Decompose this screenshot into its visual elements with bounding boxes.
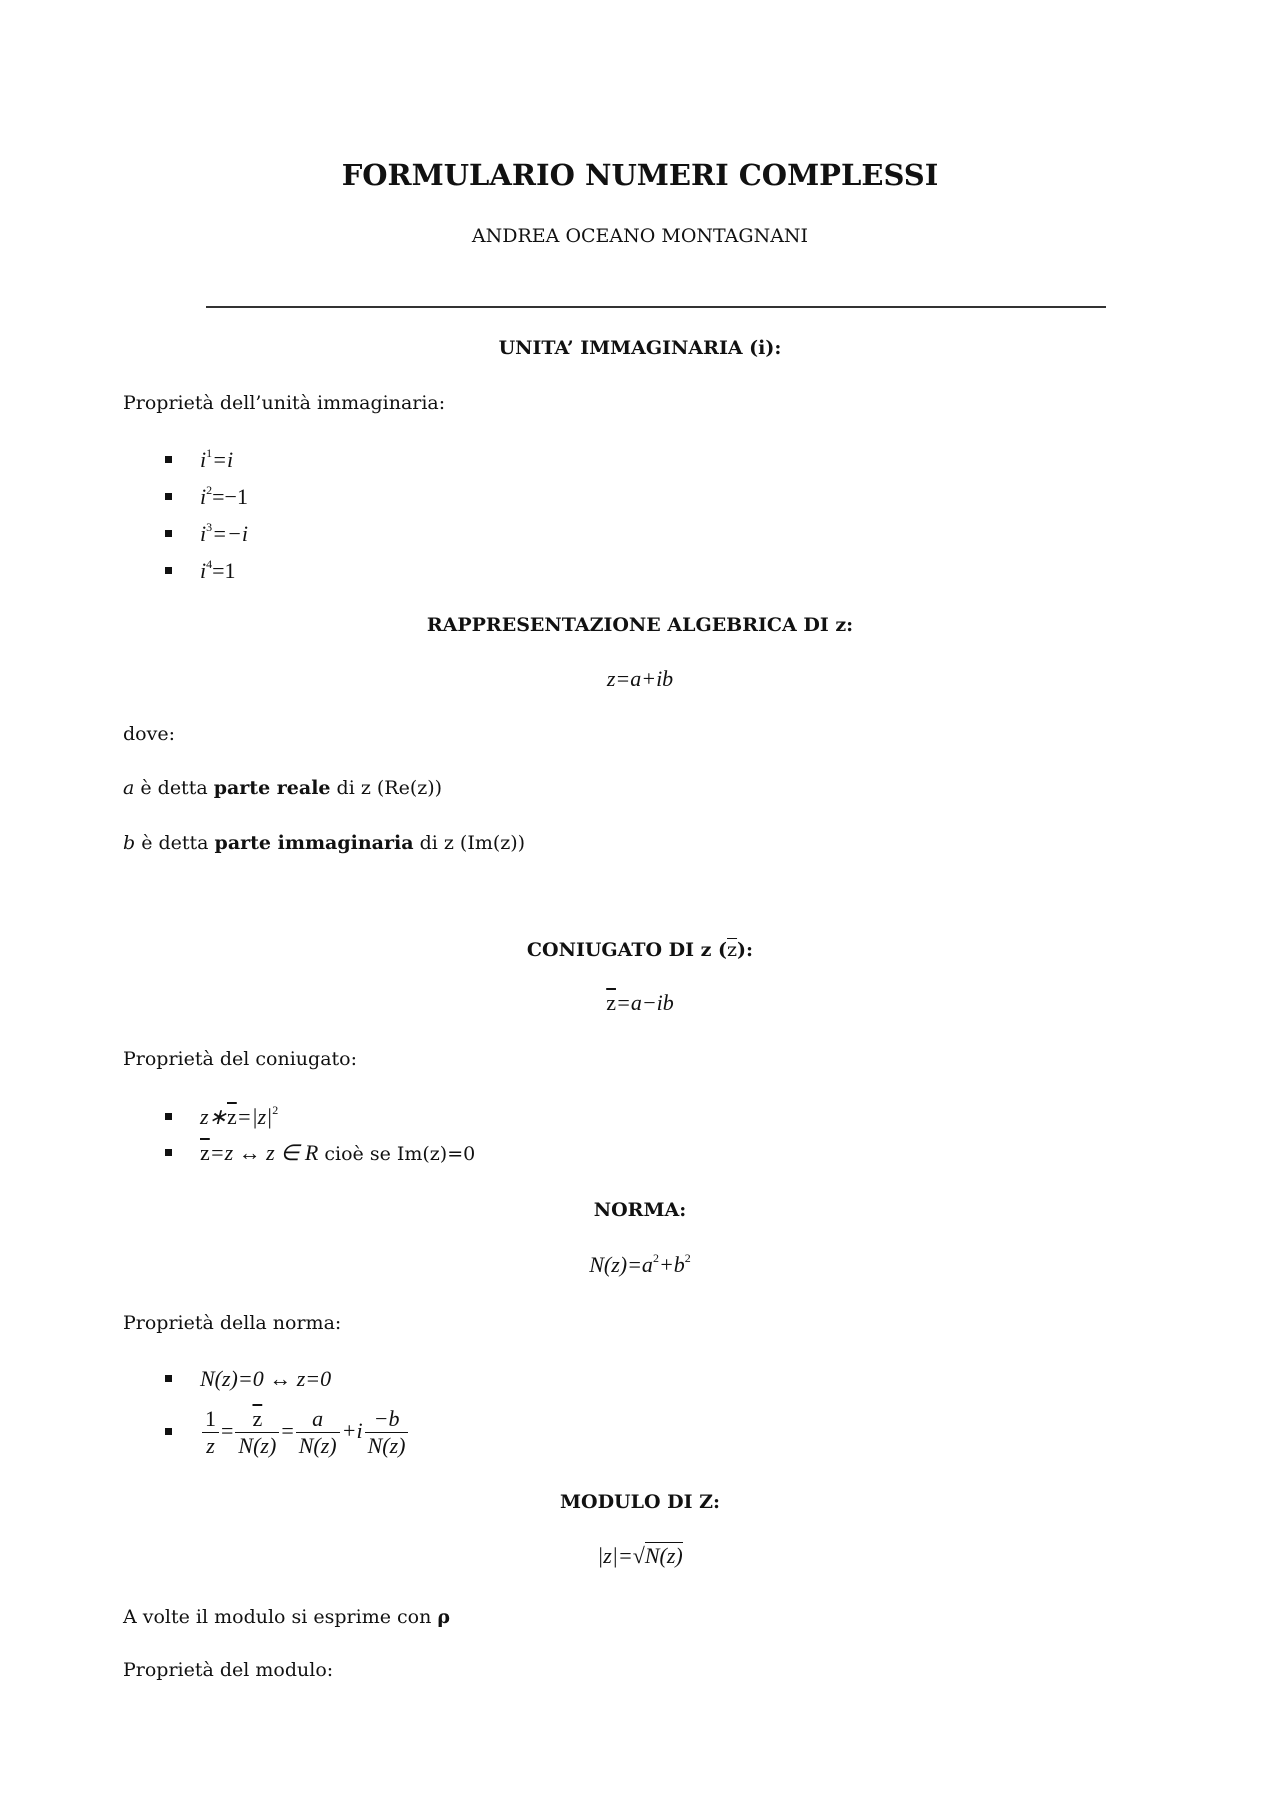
heading-algebraic: RAPPRESENTAZIONE ALGEBRICA DI z: — [426, 614, 854, 636]
text: A volte il modulo si esprime con — [123, 1606, 438, 1628]
math: N(z)=a — [589, 1252, 653, 1277]
rhs: =−i — [212, 521, 248, 546]
bullet-icon — [165, 1428, 172, 1435]
exponent: 4 — [206, 557, 213, 571]
author: ANDREA OCEANO MONTAGNANI — [471, 225, 809, 247]
list-item — [200, 1366, 331, 1392]
fraction — [235, 1406, 279, 1459]
base: i — [200, 447, 207, 472]
equals: = — [221, 1418, 234, 1443]
numerator: 1 — [202, 1406, 219, 1433]
conjugate-formula — [0, 991, 1280, 1015]
math: =z ↔ z ∈ R — [209, 1140, 319, 1165]
list-item — [200, 484, 248, 510]
rhs: =−1 — [212, 484, 248, 509]
var: a — [123, 777, 135, 799]
text: è detta — [134, 777, 214, 799]
modulus-note — [123, 1605, 450, 1629]
heading-modulus: MODULO DI Z: — [559, 1491, 720, 1513]
sqrt-icon: √ — [632, 1543, 645, 1568]
divider — [206, 306, 1106, 308]
text: ): — [737, 939, 754, 961]
zbar: $\overline{z}$ — [200, 1140, 210, 1165]
numerator: −b — [365, 1406, 409, 1433]
text: cioè se Im(z)=0 — [318, 1143, 476, 1165]
algebraic-formula — [0, 667, 1280, 691]
text: di z (Re(z)) — [330, 777, 443, 799]
bullet-icon — [165, 456, 172, 463]
norm-formula — [0, 1253, 1280, 1277]
numerator: $\overline{z}$ — [235, 1406, 279, 1433]
fraction — [296, 1406, 340, 1459]
heading-conjugate — [0, 938, 1280, 962]
term: parte immaginaria — [214, 832, 414, 854]
rhs: =i — [212, 447, 234, 472]
bullet-icon — [165, 1149, 172, 1156]
formula-text: z=a+ib — [606, 666, 674, 691]
bullet-icon — [165, 1113, 172, 1120]
exponent: 3 — [206, 520, 213, 534]
math: N(z) — [644, 1543, 683, 1568]
zbar: $\overline{z}$ — [227, 1104, 237, 1129]
zbar: $\overline{z}$ — [606, 990, 616, 1015]
math: =|z| — [236, 1104, 273, 1129]
math: +b — [658, 1252, 685, 1277]
list-item — [200, 1140, 475, 1167]
exponent: 2 — [684, 1251, 691, 1265]
fraction — [202, 1406, 219, 1459]
math: z∗ — [200, 1104, 227, 1129]
dove-label: dove: — [123, 723, 175, 745]
bullet-icon — [165, 1375, 172, 1382]
conjugate-intro: Proprietà del coniugato: — [123, 1048, 357, 1070]
exponent: 2 — [206, 483, 213, 497]
base: i — [200, 521, 207, 546]
rho: ρ — [437, 1606, 451, 1628]
var: b — [123, 832, 136, 854]
bullet-icon — [165, 530, 172, 537]
math: |z|= — [597, 1543, 633, 1568]
bullet-icon — [165, 567, 172, 574]
text: è detta — [135, 832, 215, 854]
fraction — [365, 1406, 409, 1459]
imaginary-part-definition — [123, 831, 525, 855]
exponent: 2 — [652, 1251, 659, 1265]
denominator: N(z) — [367, 1433, 406, 1459]
imaginary-intro: Proprietà dell’unità immaginaria: — [123, 392, 446, 414]
list-item — [200, 558, 236, 584]
heading-imaginary-unit: UNITA’ IMMAGINARIA (i): — [498, 337, 782, 359]
equals: = — [281, 1418, 294, 1443]
heading-norm: NORMA: — [593, 1199, 687, 1221]
modulus-intro: Proprietà del modulo: — [123, 1659, 334, 1681]
list-item — [200, 1104, 278, 1130]
math: N(z)=0 ↔ z=0 — [200, 1366, 332, 1391]
term: parte reale — [213, 777, 331, 799]
denominator: N(z) — [238, 1433, 277, 1459]
list-item — [200, 447, 233, 473]
plus-i: +i — [341, 1418, 363, 1443]
base: i — [200, 484, 207, 509]
text: di z (Im(z)) — [413, 832, 526, 854]
modulus-formula — [0, 1544, 1280, 1568]
exponent: 2 — [272, 1103, 279, 1117]
base: i — [200, 558, 207, 583]
numerator: a — [296, 1406, 340, 1433]
exponent: 1 — [206, 446, 213, 460]
list-item — [200, 521, 248, 547]
denominator: z — [206, 1433, 215, 1459]
denominator: N(z) — [298, 1433, 337, 1459]
bullet-icon — [165, 493, 172, 500]
list-item — [200, 1403, 410, 1459]
norm-intro: Proprietà della norma: — [123, 1312, 342, 1334]
zbar: $\overline{z}$ — [727, 939, 738, 961]
text: CONIUGATO DI z ( — [526, 939, 728, 961]
formula-text: =a−ib — [615, 990, 674, 1015]
real-part-definition — [123, 776, 442, 800]
document-title: FORMULARIO NUMERI COMPLESSI — [341, 158, 939, 192]
rhs: =1 — [212, 558, 236, 583]
